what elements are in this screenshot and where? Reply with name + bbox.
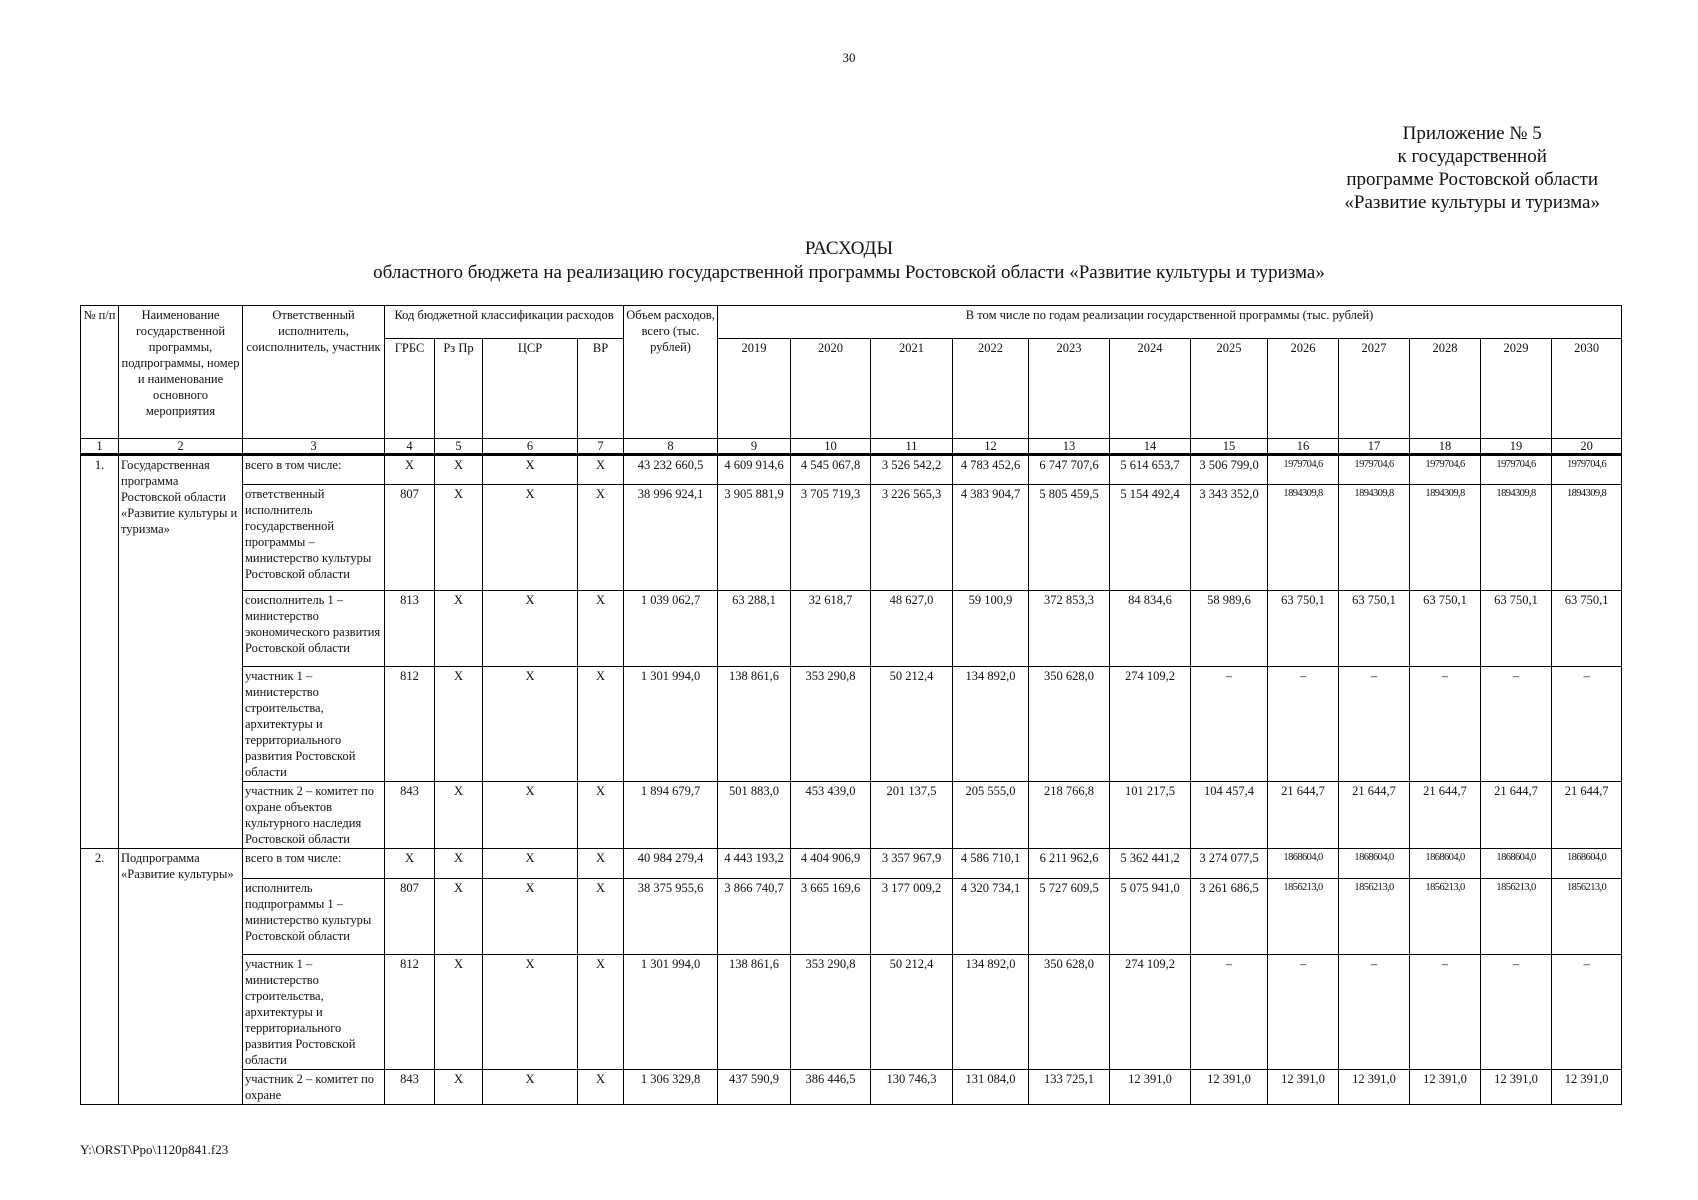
table-row xyxy=(81,455,1622,485)
executor-cell: всего в том числе: xyxy=(243,849,385,879)
year-value-cell: 21 644,7 xyxy=(1339,782,1410,849)
year-value-cell: – xyxy=(1481,667,1552,782)
year-value-cell: 5 805 459,5 xyxy=(1029,485,1110,591)
year-value-cell: 3 705 719,3 xyxy=(791,485,871,591)
year-value-cell: 437 590,9 xyxy=(718,1070,791,1105)
rzpr-cell: Х xyxy=(435,849,483,879)
header-year: 2024 xyxy=(1110,339,1191,439)
year-value-cell: 3 226 565,3 xyxy=(871,485,953,591)
header-num: № п/п xyxy=(81,306,119,439)
year-value-cell: 63 750,1 xyxy=(1552,591,1622,667)
year-value-cell: 3 905 881,9 xyxy=(718,485,791,591)
column-number: 1 xyxy=(81,439,119,455)
year-value-cell: 3 526 542,2 xyxy=(871,455,953,485)
table-row xyxy=(81,849,1622,879)
year-value-cell: – xyxy=(1552,955,1622,1070)
year-value-cell: 1979704,6 xyxy=(1339,455,1410,485)
program-name-cell: Государственная программа Ростовской области «Развитие культуры и туризма» xyxy=(119,455,243,849)
header-vr: ВР xyxy=(578,339,624,439)
program-num-cell: 2. xyxy=(81,849,119,1105)
header-year: 2026 xyxy=(1268,339,1339,439)
vr-cell: Х xyxy=(578,591,624,667)
header-total: Объем расходов, всего (тыс. рублей) xyxy=(624,306,718,439)
column-number: 19 xyxy=(1481,439,1552,455)
year-value-cell: 350 628,0 xyxy=(1029,667,1110,782)
column-number: 12 xyxy=(953,439,1029,455)
year-value-cell: 50 212,4 xyxy=(871,667,953,782)
year-value-cell: 63 750,1 xyxy=(1268,591,1339,667)
column-number-row xyxy=(81,439,1622,455)
year-value-cell: 21 644,7 xyxy=(1552,782,1622,849)
year-value-cell: 3 506 799,0 xyxy=(1191,455,1268,485)
column-number: 14 xyxy=(1110,439,1191,455)
grbs-cell: 812 xyxy=(385,955,435,1070)
column-number: 6 xyxy=(483,439,578,455)
header-executor: Ответственный исполнитель, соисполнитель, участник xyxy=(243,306,385,439)
header-name: Наименование государственной программы, подпрограммы, номер и наименование основного мероприятия xyxy=(119,306,243,439)
year-value-cell: 131 084,0 xyxy=(953,1070,1029,1105)
annex-line: «Развитие культуры и туризма» xyxy=(1344,192,1600,213)
year-value-cell: 6 747 707,6 xyxy=(1029,455,1110,485)
year-value-cell: 3 177 009,2 xyxy=(871,879,953,955)
rzpr-cell: Х xyxy=(435,782,483,849)
header-year: 2027 xyxy=(1339,339,1410,439)
header-year: 2029 xyxy=(1481,339,1552,439)
column-number: 16 xyxy=(1268,439,1339,455)
year-value-cell: 1856213,0 xyxy=(1410,879,1481,955)
grbs-cell: 843 xyxy=(385,1070,435,1105)
column-number: 18 xyxy=(1410,439,1481,455)
executor-cell: исполнитель подпрограммы 1 – министерство культуры Ростовской области xyxy=(243,879,385,955)
executor-cell: всего в том числе: xyxy=(243,455,385,485)
total-cell: 38 996 924,1 xyxy=(624,485,718,591)
year-value-cell: 104 457,4 xyxy=(1191,782,1268,849)
header-year: 2028 xyxy=(1410,339,1481,439)
total-cell: 40 984 279,4 xyxy=(624,849,718,879)
year-value-cell: 5 614 653,7 xyxy=(1110,455,1191,485)
year-value-cell: 218 766,8 xyxy=(1029,782,1110,849)
year-value-cell: 274 109,2 xyxy=(1110,955,1191,1070)
rzpr-cell: Х xyxy=(435,455,483,485)
header-year: 2023 xyxy=(1029,339,1110,439)
vr-cell: Х xyxy=(578,485,624,591)
year-value-cell: – xyxy=(1552,667,1622,782)
column-number: 3 xyxy=(243,439,385,455)
year-value-cell: 1979704,6 xyxy=(1410,455,1481,485)
executor-cell: ответственный исполнитель государственной программы – министерство культуры Ростовской области xyxy=(243,485,385,591)
year-value-cell: 130 746,3 xyxy=(871,1070,953,1105)
year-value-cell: 21 644,7 xyxy=(1481,782,1552,849)
year-value-cell: 12 391,0 xyxy=(1410,1070,1481,1105)
vr-cell: Х xyxy=(578,955,624,1070)
title-line-1: РАСХОДЫ xyxy=(804,238,894,259)
year-value-cell: 501 883,0 xyxy=(718,782,791,849)
year-value-cell: 138 861,6 xyxy=(718,667,791,782)
year-value-cell: 1894309,8 xyxy=(1268,485,1339,591)
year-value-cell: 21 644,7 xyxy=(1410,782,1481,849)
table-row xyxy=(81,591,1622,667)
header-budget-code: Код бюджетной классификации расходов xyxy=(385,306,624,339)
annex-line: программе Ростовской области xyxy=(1346,169,1599,190)
header-csr: ЦСР xyxy=(483,339,578,439)
column-number: 20 xyxy=(1552,439,1622,455)
column-number: 7 xyxy=(578,439,624,455)
year-value-cell: – xyxy=(1410,667,1481,782)
year-value-cell: – xyxy=(1268,667,1339,782)
column-number: 13 xyxy=(1029,439,1110,455)
file-path-footer: Y:\ORST\Ppo\1120p841.f23 xyxy=(80,1142,229,1157)
year-value-cell: 4 609 914,6 xyxy=(718,455,791,485)
year-value-cell: 1894309,8 xyxy=(1552,485,1622,591)
year-value-cell: 1894309,8 xyxy=(1410,485,1481,591)
year-value-cell: 1979704,6 xyxy=(1481,455,1552,485)
column-number: 10 xyxy=(791,439,871,455)
column-number: 15 xyxy=(1191,439,1268,455)
year-value-cell: 58 989,6 xyxy=(1191,591,1268,667)
executor-cell: участник 2 – комитет по охране объектов культурного наследия Ростовской области xyxy=(243,782,385,849)
vr-cell: Х xyxy=(578,455,624,485)
executor-cell: участник 1 – министерство строительства, архитектуры и территориального развития Ростовской области xyxy=(243,955,385,1070)
year-value-cell: 32 618,7 xyxy=(791,591,871,667)
csr-cell: Х xyxy=(483,782,578,849)
column-number: 11 xyxy=(871,439,953,455)
year-value-cell: 12 391,0 xyxy=(1110,1070,1191,1105)
year-value-cell: – xyxy=(1410,955,1481,1070)
year-value-cell: 63 288,1 xyxy=(718,591,791,667)
annex-heading xyxy=(1344,122,1600,214)
csr-cell: Х xyxy=(483,455,578,485)
year-value-cell: 350 628,0 xyxy=(1029,955,1110,1070)
grbs-cell: 843 xyxy=(385,782,435,849)
column-number: 17 xyxy=(1339,439,1410,455)
year-value-cell: 84 834,6 xyxy=(1110,591,1191,667)
vr-cell: Х xyxy=(578,879,624,955)
header-year: 2030 xyxy=(1552,339,1622,439)
year-value-cell: 59 100,9 xyxy=(953,591,1029,667)
rzpr-cell: Х xyxy=(435,667,483,782)
grbs-cell: 807 xyxy=(385,879,435,955)
table-body xyxy=(81,455,1622,1105)
header-year: 2021 xyxy=(871,339,953,439)
year-value-cell: 1868604,0 xyxy=(1552,849,1622,879)
year-value-cell: 4 320 734,1 xyxy=(953,879,1029,955)
annex-line: Приложение № 5 xyxy=(1402,123,1542,144)
year-value-cell: 6 211 962,6 xyxy=(1029,849,1110,879)
annex-line: к государственной xyxy=(1397,146,1547,167)
year-value-cell: 12 391,0 xyxy=(1339,1070,1410,1105)
year-value-cell: 1868604,0 xyxy=(1481,849,1552,879)
csr-cell: Х xyxy=(483,591,578,667)
table-row xyxy=(81,485,1622,591)
year-value-cell: 133 725,1 xyxy=(1029,1070,1110,1105)
year-value-cell: 201 137,5 xyxy=(871,782,953,849)
year-value-cell: 63 750,1 xyxy=(1339,591,1410,667)
year-value-cell: 12 391,0 xyxy=(1191,1070,1268,1105)
year-value-cell: 1868604,0 xyxy=(1268,849,1339,879)
column-number: 8 xyxy=(624,439,718,455)
title-line-2: областного бюджета на реализацию государственной программы Ростовской области «Развитие культуры и туризма» xyxy=(373,262,1325,283)
program-name-cell: Подпрограмма «Развитие культуры» xyxy=(119,849,243,1105)
year-value-cell: 5 154 492,4 xyxy=(1110,485,1191,591)
executor-cell: соисполнитель 1 – министерство экономического развития Ростовской области xyxy=(243,591,385,667)
rzpr-cell: Х xyxy=(435,879,483,955)
header-year: 2025 xyxy=(1191,339,1268,439)
year-value-cell: – xyxy=(1268,955,1339,1070)
total-cell: 1 301 994,0 xyxy=(624,667,718,782)
vr-cell: Х xyxy=(578,1070,624,1105)
table-header xyxy=(81,306,1622,455)
year-value-cell: 134 892,0 xyxy=(953,667,1029,782)
grbs-cell: 813 xyxy=(385,591,435,667)
year-value-cell: 4 383 904,7 xyxy=(953,485,1029,591)
year-value-cell: 21 644,7 xyxy=(1268,782,1339,849)
year-value-cell: – xyxy=(1339,667,1410,782)
table-row xyxy=(81,782,1622,849)
header-rzpr: Рз Пр xyxy=(435,339,483,439)
year-value-cell: 4 545 067,8 xyxy=(791,455,871,485)
header-year: 2019 xyxy=(718,339,791,439)
csr-cell: Х xyxy=(483,849,578,879)
total-cell: 1 039 062,7 xyxy=(624,591,718,667)
year-value-cell: 138 861,6 xyxy=(718,955,791,1070)
grbs-cell: Х xyxy=(385,849,435,879)
year-value-cell: 1856213,0 xyxy=(1339,879,1410,955)
csr-cell: Х xyxy=(483,955,578,1070)
rzpr-cell: Х xyxy=(435,1070,483,1105)
year-value-cell: 134 892,0 xyxy=(953,955,1029,1070)
year-value-cell: 372 853,3 xyxy=(1029,591,1110,667)
csr-cell: Х xyxy=(483,485,578,591)
year-value-cell: 1894309,8 xyxy=(1339,485,1410,591)
year-value-cell: – xyxy=(1191,955,1268,1070)
year-value-cell: 274 109,2 xyxy=(1110,667,1191,782)
year-value-cell: 1868604,0 xyxy=(1339,849,1410,879)
document-title xyxy=(0,237,1698,285)
year-value-cell: 63 750,1 xyxy=(1410,591,1481,667)
year-value-cell: 50 212,4 xyxy=(871,955,953,1070)
year-value-cell: 1979704,6 xyxy=(1552,455,1622,485)
year-value-cell: 3 866 740,7 xyxy=(718,879,791,955)
year-value-cell: 1979704,6 xyxy=(1268,455,1339,485)
year-value-cell: 5 727 609,5 xyxy=(1029,879,1110,955)
year-value-cell: 1868604,0 xyxy=(1410,849,1481,879)
year-value-cell: 353 290,8 xyxy=(791,667,871,782)
year-value-cell: 1856213,0 xyxy=(1552,879,1622,955)
year-value-cell: 3 261 686,5 xyxy=(1191,879,1268,955)
year-value-cell: – xyxy=(1481,955,1552,1070)
csr-cell: Х xyxy=(483,667,578,782)
table-row xyxy=(81,667,1622,782)
year-value-cell: 4 404 906,9 xyxy=(791,849,871,879)
total-cell: 1 306 329,8 xyxy=(624,1070,718,1105)
column-number: 9 xyxy=(718,439,791,455)
program-num-cell: 1. xyxy=(81,455,119,849)
rzpr-cell: Х xyxy=(435,485,483,591)
year-value-cell: 205 555,0 xyxy=(953,782,1029,849)
year-value-cell: 5 075 941,0 xyxy=(1110,879,1191,955)
year-value-cell: 3 274 077,5 xyxy=(1191,849,1268,879)
table-row xyxy=(81,1070,1622,1105)
total-cell: 38 375 955,6 xyxy=(624,879,718,955)
year-value-cell: 5 362 441,2 xyxy=(1110,849,1191,879)
year-value-cell: 4 783 452,6 xyxy=(953,455,1029,485)
year-value-cell: 101 217,5 xyxy=(1110,782,1191,849)
csr-cell: Х xyxy=(483,879,578,955)
year-value-cell: 353 290,8 xyxy=(791,955,871,1070)
year-value-cell: – xyxy=(1191,667,1268,782)
column-number: 4 xyxy=(385,439,435,455)
rzpr-cell: Х xyxy=(435,591,483,667)
year-value-cell: 12 391,0 xyxy=(1481,1070,1552,1105)
column-number: 2 xyxy=(119,439,243,455)
table-row xyxy=(81,879,1622,955)
year-value-cell: – xyxy=(1339,955,1410,1070)
page-number: 30 xyxy=(842,50,856,65)
header-year: 2022 xyxy=(953,339,1029,439)
table-row xyxy=(81,955,1622,1070)
year-value-cell: 4 586 710,1 xyxy=(953,849,1029,879)
total-cell: 43 232 660,5 xyxy=(624,455,718,485)
year-value-cell: 63 750,1 xyxy=(1481,591,1552,667)
executor-cell: участник 2 – комитет по охране xyxy=(243,1070,385,1105)
year-value-cell: 48 627,0 xyxy=(871,591,953,667)
year-value-cell: 3 357 967,9 xyxy=(871,849,953,879)
vr-cell: Х xyxy=(578,782,624,849)
header-year: 2020 xyxy=(791,339,871,439)
grbs-cell: 807 xyxy=(385,485,435,591)
rzpr-cell: Х xyxy=(435,955,483,1070)
year-value-cell: 386 446,5 xyxy=(791,1070,871,1105)
year-value-cell: 12 391,0 xyxy=(1268,1070,1339,1105)
year-value-cell: 12 391,0 xyxy=(1552,1070,1622,1105)
column-number: 5 xyxy=(435,439,483,455)
vr-cell: Х xyxy=(578,667,624,782)
year-value-cell: 1856213,0 xyxy=(1268,879,1339,955)
year-value-cell: 3 665 169,6 xyxy=(791,879,871,955)
total-cell: 1 894 679,7 xyxy=(624,782,718,849)
vr-cell: Х xyxy=(578,849,624,879)
expenses-table-wrapper xyxy=(80,305,1618,1105)
header-grbs: ГРБС xyxy=(385,339,435,439)
grbs-cell: 812 xyxy=(385,667,435,782)
csr-cell: Х xyxy=(483,1070,578,1105)
year-value-cell: 453 439,0 xyxy=(791,782,871,849)
executor-cell: участник 1 – министерство строительства, архитектуры и территориального развития Ростовской области xyxy=(243,667,385,782)
total-cell: 1 301 994,0 xyxy=(624,955,718,1070)
header-by-years: В том числе по годам реализации государственной программы (тыс. рублей) xyxy=(718,306,1622,339)
year-value-cell: 3 343 352,0 xyxy=(1191,485,1268,591)
year-value-cell: 1894309,8 xyxy=(1481,485,1552,591)
year-value-cell: 4 443 193,2 xyxy=(718,849,791,879)
expenses-table xyxy=(80,305,1622,1105)
grbs-cell: Х xyxy=(385,455,435,485)
year-value-cell: 1856213,0 xyxy=(1481,879,1552,955)
